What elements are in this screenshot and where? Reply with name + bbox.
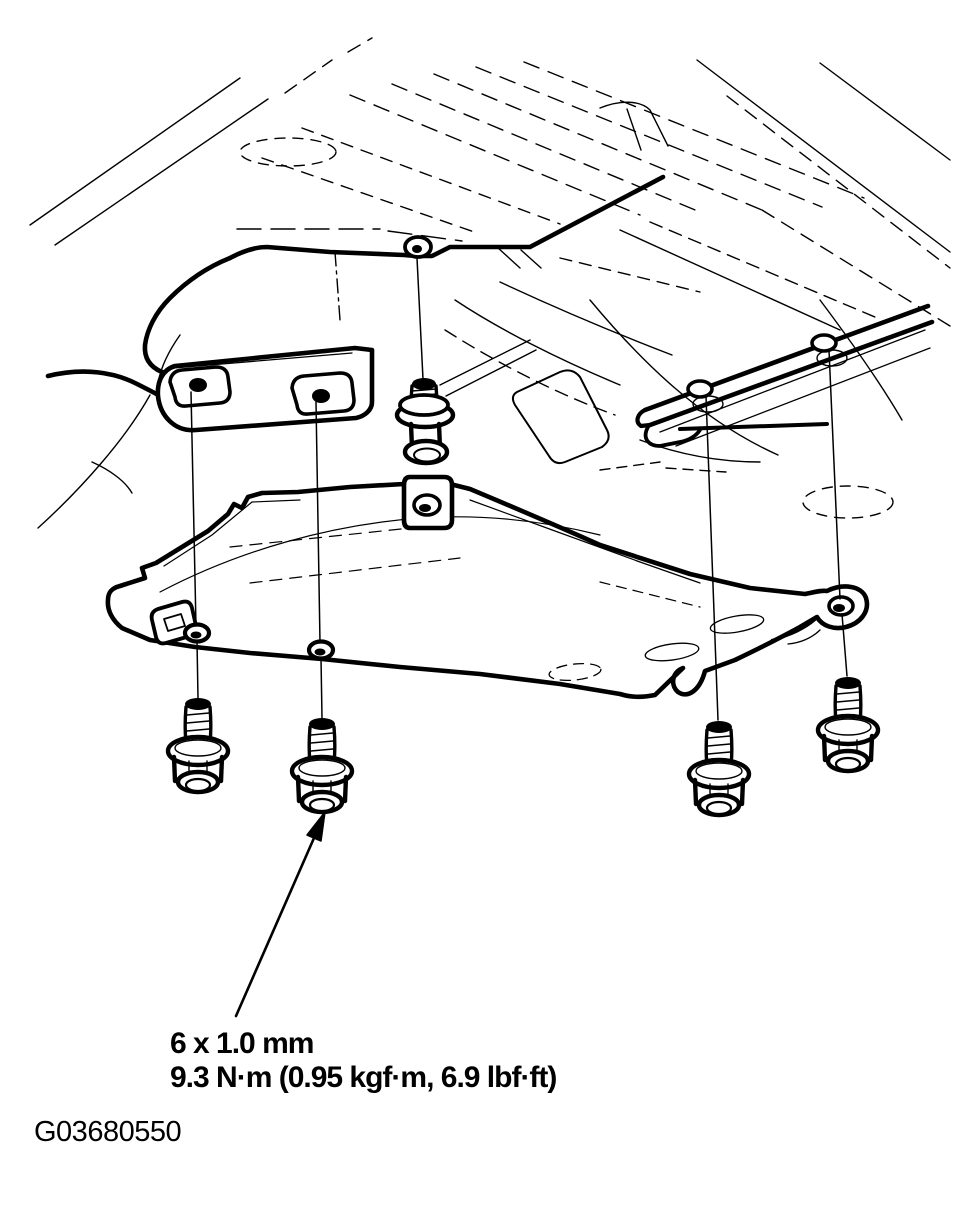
- splash-shield: [108, 477, 867, 697]
- washer-bolt-icon: [397, 378, 453, 463]
- bolt-size-label: 6 x 1.0 mm: [170, 1027, 314, 1060]
- splash-shield-outline: [108, 484, 867, 697]
- flange-bolt-icon: [292, 718, 352, 812]
- flange-bolt-icon: [168, 698, 228, 792]
- mount-bracket: [158, 348, 372, 430]
- underbody-background: [30, 38, 950, 528]
- shield-bolts: [168, 677, 878, 815]
- callout-arrow-icon: [236, 812, 325, 1016]
- side-rail: [638, 306, 932, 446]
- flange-bolt-icon: [818, 677, 878, 771]
- figure-code: G03680550: [34, 1116, 182, 1148]
- torque-spec-label: 9.3 N·m (0.95 kgf·m, 6.9 lbf·ft): [170, 1061, 557, 1094]
- flange-bolt-icon: [689, 721, 749, 815]
